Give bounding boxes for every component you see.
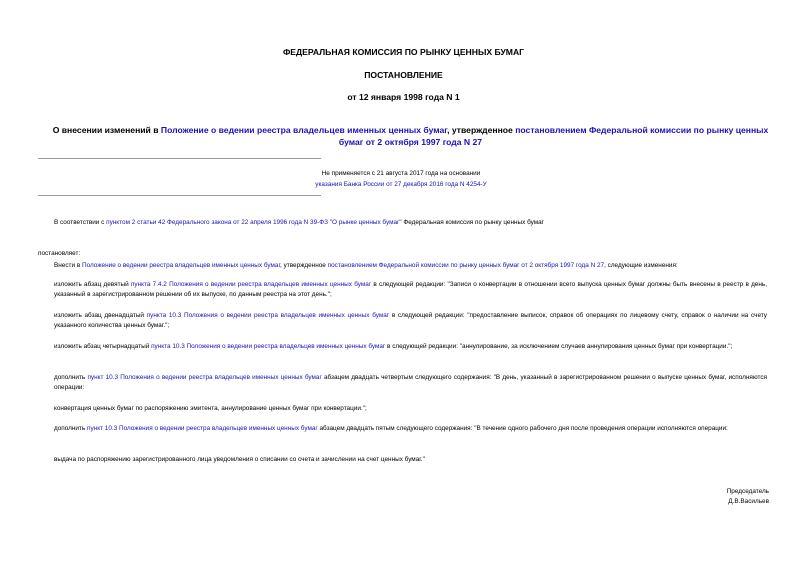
paragraph-1	[54, 280, 767, 300]
intro-link-regulation[interactable]: Положение о ведении реестра владельцев именных ценных бумаг	[81, 262, 281, 269]
p1-link[interactable]: пункта 7.4.2 Положения о ведении реестра владельцев именных ценных бумаг	[130, 281, 372, 288]
document-date: от 12 января 1998 года N 1	[347, 92, 460, 102]
p6-link[interactable]: пункт 10.3 Положения о ведении реестра владельцев именных ценных бумаг	[87, 425, 318, 432]
title-text: , утвержденное	[447, 125, 516, 135]
paragraph-text: абзацем двадцать четвертым следующего содержания: "В день, указанный в зарегистрированном решении о выпуске ценных бумаг, исполняются операции:	[54, 374, 767, 391]
intro-link-resolution[interactable]: постановлением Федеральной комиссии по рынку ценных бумаг от 2 октября 1997 года N 27	[327, 262, 605, 269]
paragraph-text: , следующие изменения:	[604, 262, 678, 269]
paragraph-5: конвертация ценных бумаг по распоряжению эмитента, аннулирование ценных бумаг при конвертации.";	[54, 405, 367, 412]
signatory-name: Д.В.Васильев	[728, 498, 769, 505]
paragraph-text: абзацем двадцать пятым следующего содержания: "В течение одного рабочего дня после проведения операции исполняются операции:	[317, 425, 728, 432]
paragraph-text: , утвержденное	[280, 262, 328, 269]
p4-link[interactable]: пункт 10.3 Положения о ведении реестра владельцев именных ценных бумаг	[87, 374, 322, 381]
paragraph-intro	[54, 261, 767, 271]
paragraph-6	[54, 424, 767, 434]
signature-block	[727, 487, 769, 507]
paragraph-7: выдача по распоряжению зарегистрированного лица уведомления о списании со счета и зачислении на счет ценных бумаг."	[54, 456, 425, 463]
paragraph-4	[54, 373, 767, 393]
paragraph-text: изложить абзац двенадцатый	[54, 312, 147, 319]
title-text: О внесении изменений в	[52, 125, 161, 135]
paragraph-text: дополнить	[54, 425, 88, 432]
preamble-text: В соответствии с	[54, 219, 107, 226]
paragraph-text: изложить абзац девятый	[54, 281, 131, 288]
agency-name: ФЕДЕРАЛЬНАЯ КОМИССИЯ ПО РЫНКУ ЦЕННЫХ БУМАГ	[282, 47, 525, 57]
divider-top	[38, 158, 321, 159]
paragraph-text: Внести в	[54, 262, 82, 269]
document-title	[50, 124, 771, 148]
paragraph-text: в следующей редакции: "аннулирование, за исключением случаев аннулирования ценных бумаг при конвертации.";	[385, 343, 733, 350]
document-type: ПОСТАНОВЛЕНИЕ	[364, 70, 443, 80]
validity-note	[220, 168, 582, 190]
p3-link[interactable]: пункта 10.3 Положения о ведении реестра владельцев именных ценных бумаг	[151, 343, 386, 350]
resolves: постановляет:	[38, 250, 81, 257]
title-link-resolution[interactable]: постановлением Федеральной комиссии по рынку ценных бумаг от 2 октября 1997 года N 27	[338, 125, 769, 147]
paragraph-text: изложить абзац четырнадцатый	[54, 343, 152, 350]
preamble-link-law[interactable]: пунктом 2 статьи 42 Федерального закона от 22 апреля 1996 года N 39-ФЗ "О рынке ценных бумаг"	[106, 219, 402, 226]
validity-note-link[interactable]: указания Банка России от 27 декабря 2016 года N 4254-У	[315, 181, 487, 188]
signatory-position: Председатель	[726, 488, 769, 495]
preamble	[54, 218, 767, 228]
paragraph-3	[54, 342, 767, 352]
paragraph-text: в следующей редакции: "предоставление выписок, справок об операциях по лицевому счету, справок о наличии на счету указанного количества ценных бумаг.";	[54, 312, 768, 329]
preamble-text: Федеральная комиссия по рынку ценных бумаг	[401, 219, 545, 226]
divider-bottom	[38, 195, 321, 196]
p2-link[interactable]: пункта 10.3 Положения о ведении реестра владельцев именных ценных бумаг	[146, 312, 390, 319]
paragraph-text: дополнить	[54, 374, 88, 381]
validity-note-text: Не применяется с 21 августа 2017 года на основании	[321, 170, 481, 177]
paragraph-2	[54, 311, 767, 331]
paragraph-text: в следующей редакции: "Записи о конвертации в отношении всего выпуска ценных бумаг должны быть внесены в реестр в день, указанный в зарегистрированном решении об их выпуске, по данным реестра на этот день.";	[54, 281, 768, 298]
title-link-regulation[interactable]: Положение о ведении реестра владельцев именных ценных бумаг	[160, 125, 448, 135]
